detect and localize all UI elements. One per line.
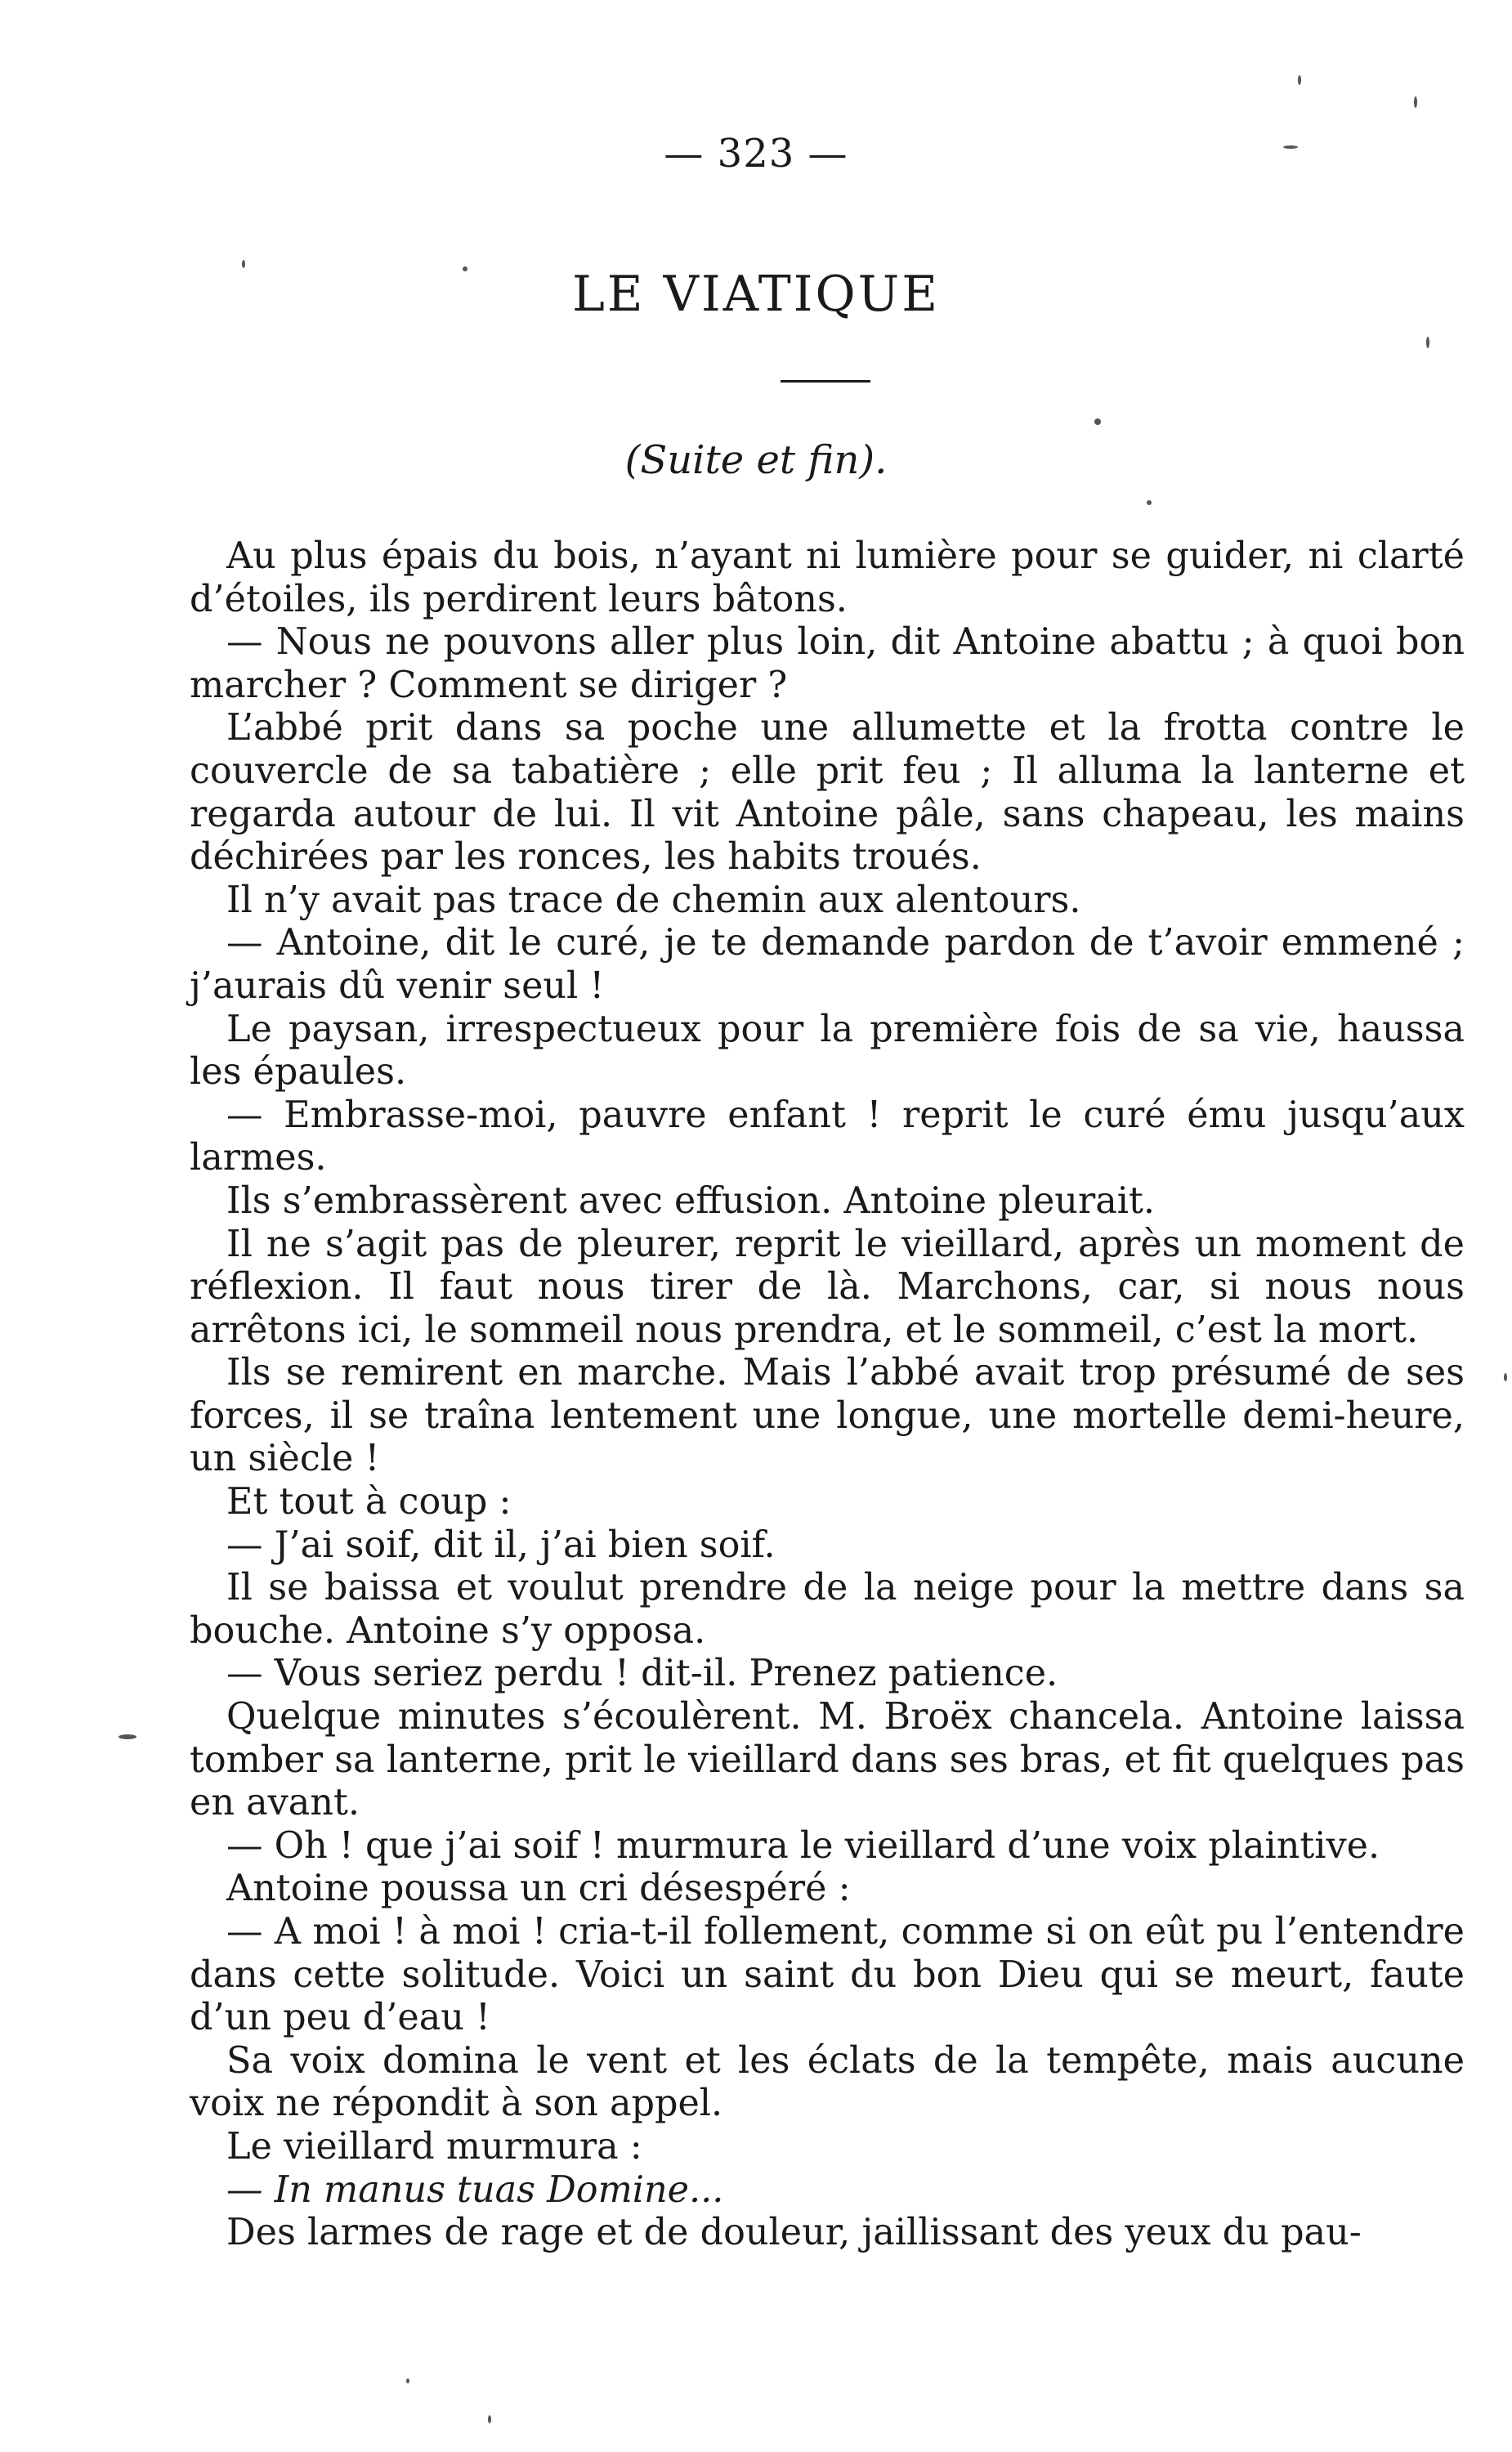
paragraph: Antoine poussa un cri désespéré : <box>226 1868 851 1910</box>
latin-prayer: — In manus tuas Domine... <box>226 2168 724 2211</box>
chapter-subtitle <box>0 437 1512 483</box>
paragraph: — Oh ! que j’ai soif ! murmura le vieillard d’une voix plaintive. <box>226 1824 1380 1867</box>
paragraph: Il n’y avait pas trace de chemin aux alentours. <box>226 879 1081 921</box>
paragraph: Sa voix domina le vent et les éclats de la tempête, mais aucune voix ne répondit à son appel. <box>190 2039 1465 2125</box>
paragraph: Ils se remirent en marche. Mais l’abbé avait trop présumé de ses forces, il se traîna lentement une longue, une mortelle demi-heure, un siècle ! <box>190 1352 1465 1480</box>
paragraph: — J’ai soif, dit il, j’ai bien soif. <box>226 1524 776 1566</box>
scan-speck <box>119 1734 136 1739</box>
paragraph: — Antoine, dit le curé, je te demande pardon de t’avoir emmené ; j’aurais dû venir seul ! <box>190 922 1465 1007</box>
scan-speck <box>1283 145 1298 149</box>
paragraph: — Embrasse-moi, pauvre enfant ! reprit le curé ému jusqu’aux larmes. <box>190 1094 1465 1179</box>
scan-speck <box>1147 500 1152 505</box>
scan-speck <box>406 2378 409 2383</box>
paragraph: — Nous ne pouvons aller plus loin, dit Antoine abattu ; à quoi bon marcher ? Comment se diriger ? <box>190 621 1465 706</box>
scan-speck <box>1426 337 1429 348</box>
scan-speck <box>488 2415 491 2423</box>
page-number: — 323 — <box>664 131 848 177</box>
scan-speck <box>1504 1373 1507 1381</box>
title-divider <box>781 380 870 383</box>
paragraph: Et tout à coup : <box>226 1481 512 1524</box>
paragraph: Le paysan, irrespectueux pour la première fois de sa vie, haussa les épaules. <box>190 1008 1465 1094</box>
subtitle-text: (Suite et fin). <box>624 437 888 483</box>
scan-speck <box>1094 418 1101 425</box>
scan-speck <box>1298 75 1301 85</box>
paragraph: Le vieillard murmura : <box>226 2125 642 2168</box>
paragraph: Des larmes de rage et de douleur, jaillissant des yeux du pau- <box>226 2212 1362 2254</box>
paragraph: Ils s’embrassèrent avec effusion. Antoine pleurait. <box>226 1179 1156 1222</box>
paragraph: — Vous seriez perdu ! dit-il. Prenez patience. <box>226 1653 1058 1695</box>
paragraph: Il ne s’agit pas de pleurer, reprit le vieillard, après un moment de réflexion. Il faut nous tirer de là. Marchons, car, si nous nous arrêtons ici, le sommeil nous prendra, et le sommeil, c’est la mort. <box>190 1223 1465 1351</box>
paragraph: L’abbé prit dans sa poche une allumette et la frotta contre le couvercle de sa tabatière ; elle prit feu ; Il alluma la lanterne et regarda autour de lui. Il vit Antoine pâle, sans chapeau, les mains déchirées par les ronces, les habits troués. <box>190 707 1465 879</box>
paragraph: Il se baissa et voulut prendre de la neige pour la mettre dans sa bouche. Antoine s’y opposa. <box>190 1567 1465 1652</box>
paragraph: Quelque minutes s’écoulèrent. M. Broëx chancela. Antoine laissa tomber sa lanterne, prit le vieillard dans ses bras, et fit quelques pas en avant. <box>190 1696 1465 1824</box>
scan-speck <box>1414 96 1417 108</box>
paragraph: Au plus épais du bois, n’ayant ni lumière pour se guider, ni clarté d’étoiles, ils perdirent leurs bâtons. <box>190 535 1465 620</box>
scan-speck <box>463 266 467 271</box>
chapter-title: LE VIATIQUE <box>571 266 941 323</box>
paragraph: — A moi ! à moi ! cria-t-il follement, comme si on eût pu l’entendre dans cette solitude. Voici un saint du bon Dieu qui se meurt, faute d’un peu d’eau ! <box>190 1911 1465 2039</box>
scan-speck <box>242 260 245 268</box>
body-text <box>190 535 1465 2255</box>
